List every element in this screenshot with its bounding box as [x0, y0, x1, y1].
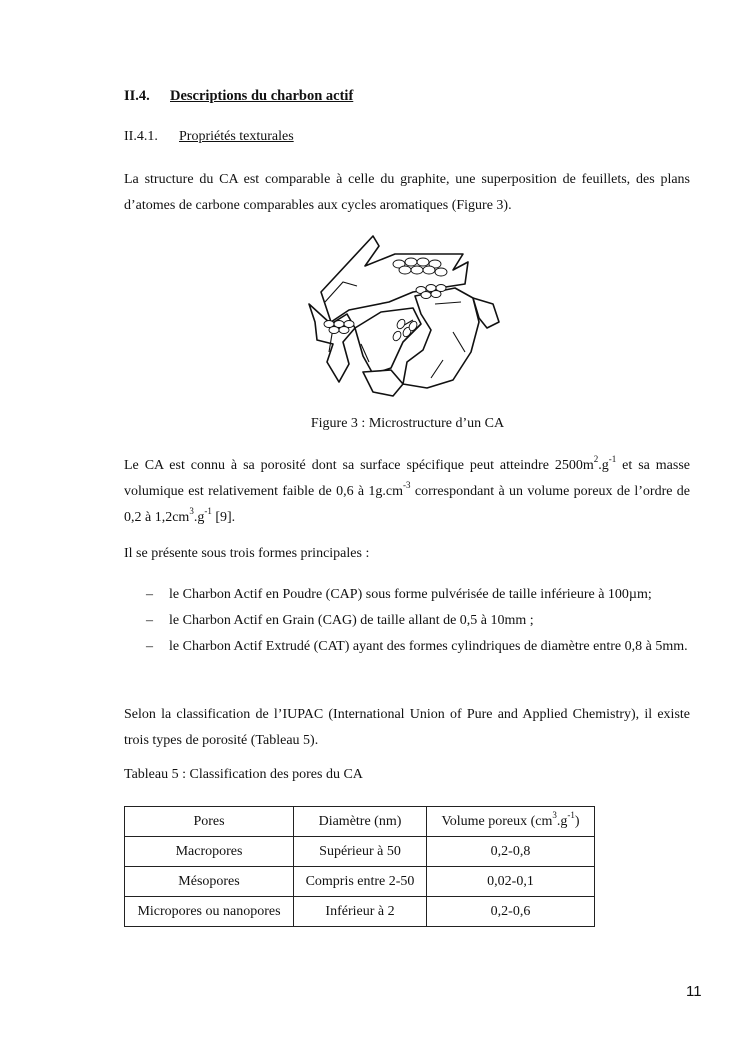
text-span: [9].: [211, 510, 236, 525]
superscript: 3: [552, 809, 557, 820]
section-heading: [124, 88, 353, 105]
table-row: [125, 837, 595, 867]
table-cell: 0,2-0,6: [427, 897, 595, 927]
header-text: .g: [556, 813, 568, 829]
table-header-row: [125, 807, 595, 837]
text-span: .g: [598, 458, 609, 473]
text-span: .g: [193, 510, 205, 525]
list-item-text: le Charbon Actif Extrudé (CAT) ayant des formes cylindriques de diamètre entre 0,8 à 5mm.: [169, 639, 688, 654]
list-dash: –: [146, 639, 153, 654]
figure-caption: Figure 3 : Microstructure d’un CA: [310, 416, 505, 431]
list-dash: –: [146, 587, 153, 602]
microstructure-figure: [303, 232, 503, 402]
header-text: Volume poreux (cm: [441, 813, 553, 829]
page-number: 11: [686, 983, 702, 1000]
table-caption: Tableau 5 : Classification des pores du CA: [124, 767, 363, 782]
header-cell: Pores: [125, 807, 294, 837]
list-item-text: le Charbon Actif en Poudre (CAP) sous forme pulvérisée de taille inférieure à 100µm;: [169, 587, 652, 602]
subsection-title: Propriétés texturales: [179, 129, 294, 144]
header-cell: Diamètre (nm): [294, 807, 427, 837]
forms-list: [124, 582, 690, 660]
table-row: [125, 897, 595, 927]
pores-table: [124, 806, 595, 927]
superscript: 3: [189, 506, 194, 517]
superscript: 2: [593, 454, 599, 465]
superscript: -1: [567, 809, 575, 820]
table-cell: Supérieur à 50: [294, 837, 427, 867]
table-cell: Macropores: [125, 837, 294, 867]
table-cell: Compris entre 2-50: [294, 867, 427, 897]
superscript: -1: [608, 454, 617, 465]
text-span: Le CA est connu à sa porosité dont sa surface spécifique peut atteindre 2500m: [124, 458, 594, 473]
paragraph-structure: La structure du CA est comparable à celle du graphite, une superposition de feuillets, des plans d’atomes de carbone comparables aux cycles aromatiques (Figure 3).: [124, 172, 690, 213]
header-cell: [427, 807, 595, 837]
paragraph-iupac: Selon la classification de l’IUPAC (International Union of Pure and Applied Chemistry), il existe trois types de porosité (Tableau 5).: [124, 707, 690, 748]
table-cell: Inférieur à 2: [294, 897, 427, 927]
table-cell: 0,02-0,1: [427, 867, 595, 897]
list-item-text: le Charbon Actif en Grain (CAG) de taille allant de 0,5 à 10mm ;: [169, 613, 534, 628]
table-row: [125, 867, 595, 897]
subsection-heading: [124, 129, 294, 145]
list-item: [124, 634, 690, 660]
list-item: [124, 582, 690, 608]
superscript: -3: [403, 480, 411, 491]
list-item: [124, 608, 690, 634]
table-cell: Micropores ou nanopores: [125, 897, 294, 927]
text-span: correspondant à un volume poreux de l’ordre de 0,2 à 1,2cm: [124, 484, 691, 525]
table-cell: 0,2-0,8: [427, 837, 595, 867]
section-title: Descriptions du charbon actif: [170, 88, 354, 104]
paragraph-porosity: [124, 453, 690, 531]
table-cell: Mésopores: [125, 867, 294, 897]
header-text: ): [574, 813, 580, 829]
subsection-number: II.4.1.: [124, 129, 158, 144]
text-span: et sa masse volumique est relativement faible de 0,6 à 1g.cm: [124, 458, 690, 499]
list-dash: –: [146, 613, 153, 628]
paragraph-forms-intro: Il se présente sous trois formes principales :: [124, 546, 370, 561]
section-number: II.4.: [124, 88, 150, 104]
superscript: -1: [204, 506, 212, 517]
